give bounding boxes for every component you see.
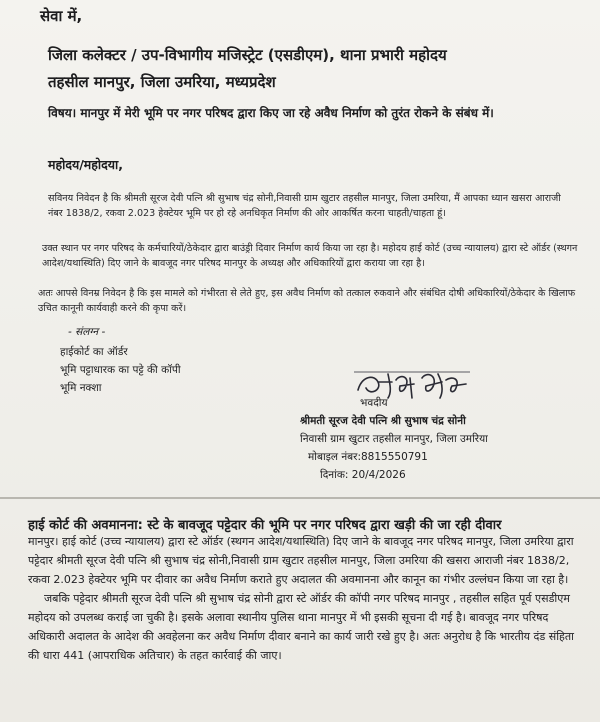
news-body [28,532,588,665]
subject-line: विषय। मानपुर में मेरी भूमि पर नगर परिषद द्वारा किए जा रहे अवैध निर्माण को तुरंत रोकने के संबंध में। [48,106,494,120]
salutation: सेवा में, [40,7,83,25]
news-paragraph-2: जबकि पट्टेदार श्रीमती सूरज देवी पत्नि श्री सुभाष चंद्र सोनी द्वारा स्टे ऑर्डर की कॉपी नगर परिषद मानपुर , तहसील सहित पूर्व एसडीएम महोदय को उपलब्ध कराई जा चुकी है। इसके अलावा स्थानीय पुलिस थाना मानपुर में भी इसकी सूचना दी गई है। बावजूद नगर परिषद अधिकारी अदालत के आदेश की अवहेलना कर अवैध निर्माण दीवार बनाने का कार्य जारी रखे हुए है। अतः अनुरोध है कि भारतीय दंड संहिता की धारा 441 (आपराधिक अतिचार) के तहत कार्रवाई की जाए। [28,592,575,662]
news-headline: हाई कोर्ट की अवमानना: स्टे के बावजूद पट्टेदार की भूमि पर नगर परिषद द्वारा खड़ी की जा रही दीवार [28,518,502,533]
enclosure-item: भूमि पट्टाधारक का पट्टे की कॉपी [60,364,181,376]
sender-name: श्रीमती सूरज देवी पत्नि श्री सुभाष चंद्र सोनी [300,415,466,427]
sender-block [300,394,488,484]
body-paragraph-1: सविनय निवेदन है कि श्रीमती सूरज देवी पत्नि श्री सुभाष चंद्र सोनी,निवासी ग्राम खुटार तहसील मानपुर, जिला उमरिया, मैं आपका ध्यान खसरा आराजी नंबर 1838/2, रकवा 2.023 हेक्टेयर भूमि पर हो रहे अनधिकृत निर्माण की ओर आकर्षित करना चाहती/चाहता हूं। [48,193,561,219]
enclosure-item: हाईकोर्ट का ऑर्डर [60,346,128,358]
greeting: महोदय/महोदया, [48,157,124,172]
section-divider [0,497,600,499]
addressee-line-2: तहसील मानपुर, जिला उमरिया, मध्यप्रदेश [48,73,276,91]
sender-address: निवासी ग्राम खुटार तहसील मानपुर, जिला उमरिया [300,433,488,445]
body-paragraph-2: उक्त स्थान पर नगर परिषद के कर्मचारियों/ठेकेदार द्वारा बाउंड्री दिवार निर्माण कार्य किया जा रहा है। महोदय हाई कोर्ट (उच्च न्यायालय) द्वारा स्टे ऑर्डर (स्थगन आदेश/यथास्थिति) दिए जाने के बावजूद नगर परिषद मानपुर के अध्यक्ष और अधिकारियों द्वारा कराया जा रहा है। [42,243,578,269]
enclosure-list [60,343,181,397]
enclosure-heading: - संलग्न - [68,326,106,338]
enclosure-item: भूमि नक्शा [60,382,102,394]
closing: भवदीय [360,397,388,409]
news-paragraph-1: मानपुर। हाई कोर्ट (उच्च न्यायालय) द्वारा स्टे ऑर्डर (स्थगन आदेश/यथास्थिति) दिए जाने के बावजूद नगर परिषद मानपुर, जिला उमरिया द्वारा पट्टेदार श्रीमती सूरज देवी पत्नि श्री सुभाष चंद्र सोनी,निवासी ग्राम खुटार तहसील मानपुर, जिला उमरिया की खसरा आराजी नंबर 1838/2, रकवा 2.023 हेक्टेयर भूमि पर दीवार का अवैध निर्माण कराते हुए अदालत की अवमानना और कानून का गंभीर उल्लंघन किया जा रहा है। [28,535,574,586]
addressee-line-1: जिला कलेक्टर / उप-विभागीय मजिस्ट्रेट (एसडीएम), थाना प्रभारी महोदय [48,46,447,64]
sender-mobile: मोबाइल नंबर:8815550791 [308,451,428,463]
letter-date: दिनांक: 20/4/2026 [320,469,406,481]
addressee [48,42,588,96]
body-paragraph-3: अतः आपसे विनम्र निवेदन है कि इस मामले को गंभीरता से लेते हुए, इस अवैध निर्माण को तत्काल रुकवाने और संबंधित दोषी अधिकारियों/ठेकेदार के खिलाफ उचित कानूनी कार्यवाही करने की कृपा करें। [38,288,576,314]
